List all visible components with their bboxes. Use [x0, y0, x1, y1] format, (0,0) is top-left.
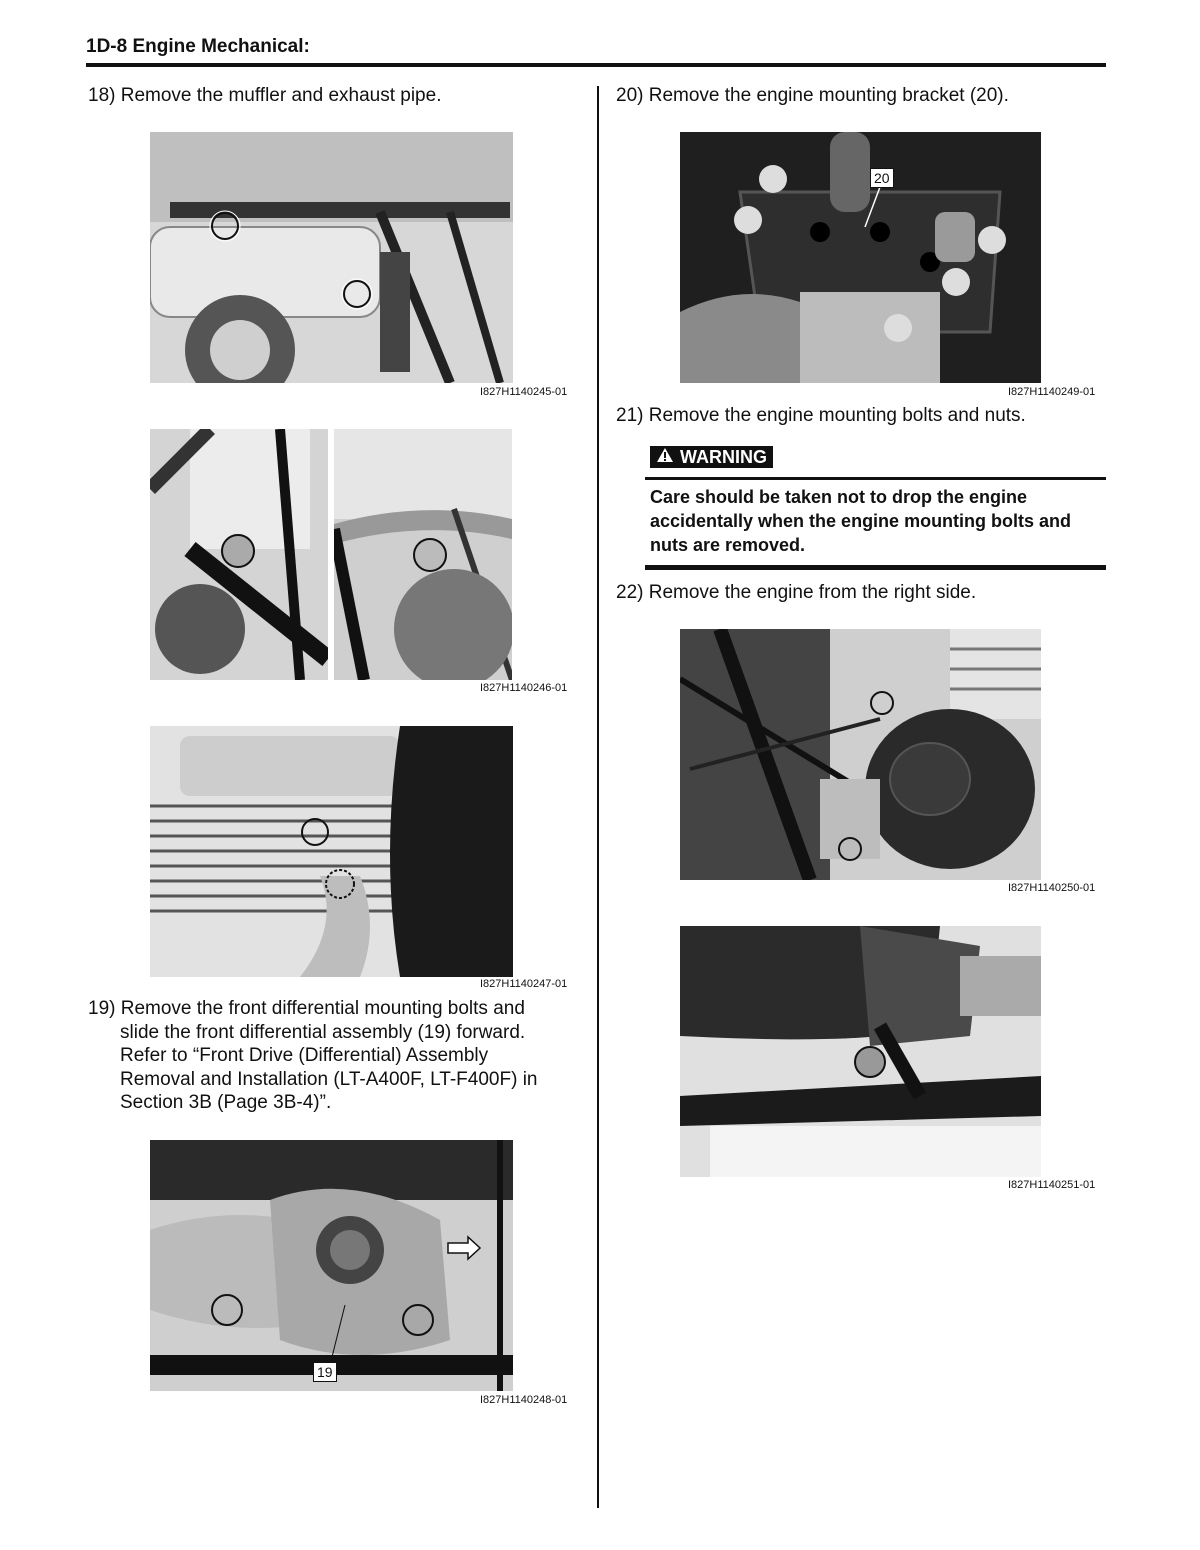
step-22-text: 22) Remove the engine from the right side. [616, 582, 977, 603]
figure-caption: I827H1140245-01 [480, 386, 568, 398]
step-19-line: Refer to “Front Drive (Differential) Assembly [120, 1045, 489, 1066]
warning-badge [650, 446, 773, 468]
photo-mount-left [150, 429, 328, 680]
figure-caption: I827H1140250-01 [1008, 882, 1096, 894]
step-18-text: 18) Remove the muffler and exhaust pipe. [88, 85, 442, 106]
photo-cylinder-exhaust [150, 726, 513, 977]
figure-caption: I827H1140246-01 [480, 682, 568, 694]
step-19-text [88, 997, 568, 1115]
photo-front-differential [150, 1140, 513, 1391]
step-19-line: Section 3B (Page 3B-4)”. [120, 1092, 332, 1113]
photo-engine-bracket [680, 132, 1041, 383]
column-divider [597, 86, 599, 1508]
photo-mount-right [334, 429, 512, 680]
warning-rule-top [645, 477, 1106, 480]
step-19-line: Removal and Installation (LT-A400F, LT-F400F) in [120, 1068, 538, 1090]
figure-caption: I827H1140247-01 [480, 978, 568, 990]
step-20-text: 20) Remove the engine mounting bracket (20). [616, 85, 1009, 106]
figure-caption: I827H1140251-01 [1008, 1179, 1096, 1191]
figure-caption: I827H1140249-01 [1008, 386, 1096, 398]
photo-muffler-exhaust [150, 132, 513, 383]
figure-caption: I827H1140248-01 [480, 1394, 568, 1406]
warning-text: Care should be taken not to drop the engine accidentally when the engine mounting bolts and nuts are removed. [650, 487, 1072, 555]
warning-label: WARNING [680, 447, 767, 467]
callout-label: 19 [313, 1362, 337, 1382]
callout-label: 20 [870, 168, 894, 188]
photo-engine-right-side [680, 629, 1041, 880]
step-21-text: 21) Remove the engine mounting bolts and nuts. [616, 405, 1026, 426]
step-19-line: 19) Remove the front differential mounting bolts and [88, 998, 525, 1019]
warning-rule-bottom [645, 565, 1106, 570]
photo-engine-lower-bolt [680, 926, 1041, 1177]
step-19-line: slide the front differential assembly (19) forward. [120, 1021, 526, 1043]
page-header-title: 1D-8 Engine Mechanical: [86, 36, 310, 57]
header-rule [86, 63, 1106, 67]
warning-triangle-icon [656, 446, 674, 468]
